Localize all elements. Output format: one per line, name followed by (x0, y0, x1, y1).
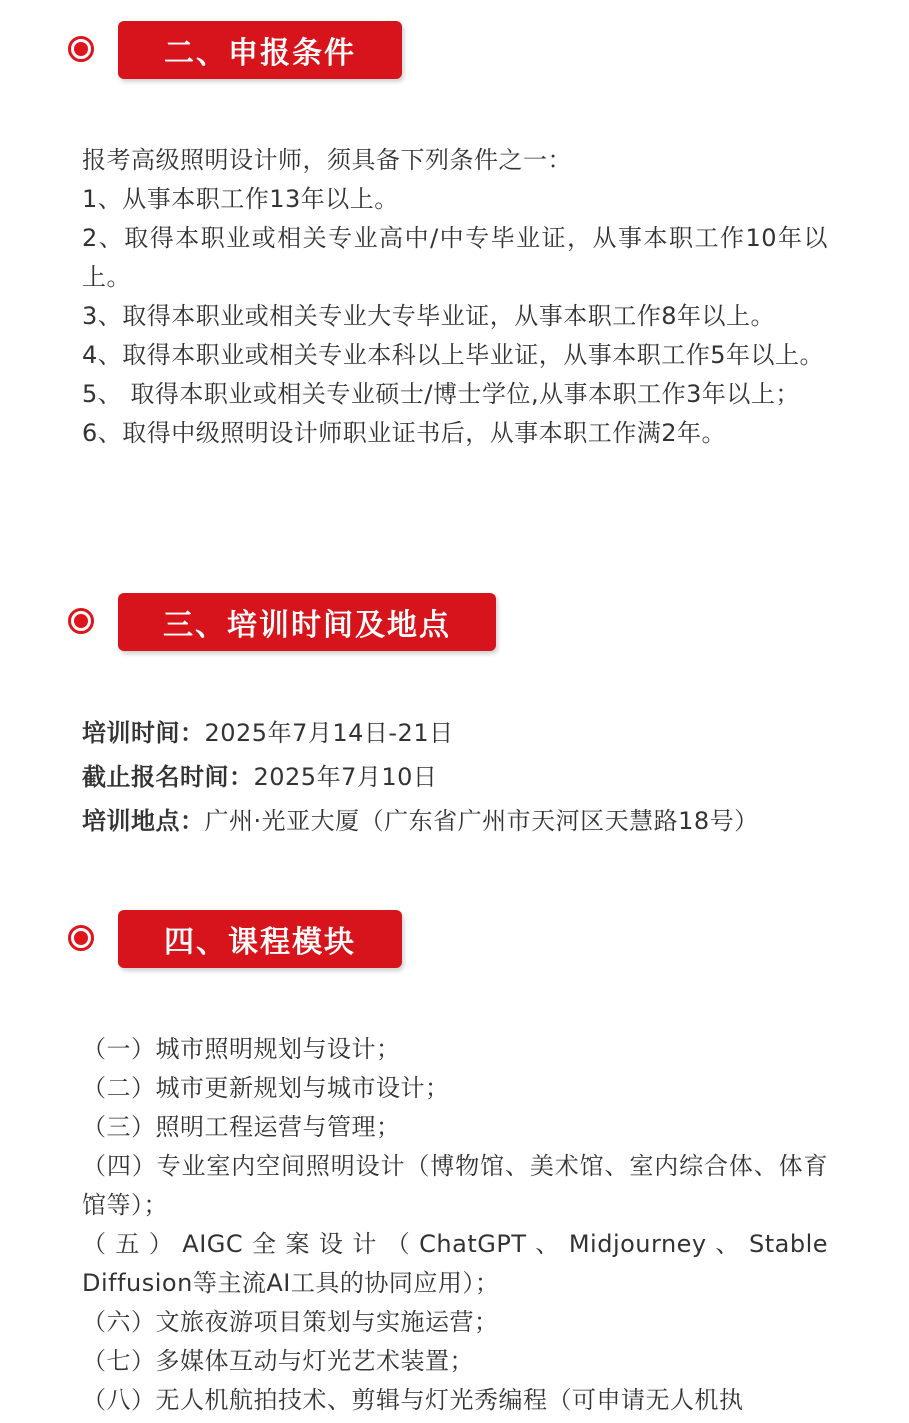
list-item: （五）AIGC全案设计（ChatGPT、Midjourney、Stable Diffusion等主流AI工具的协同应用）； (82, 1230, 828, 1297)
deadline-row (82, 755, 828, 799)
info-label: 截止报名时间： (82, 763, 254, 791)
section-title: 四、课程模块 (118, 910, 402, 968)
target-bullet-icon (68, 36, 94, 62)
info-value: 广州·光亚大厦（广东省广州市天河区天慧路18号） (204, 807, 759, 835)
list-item: 4、取得本职业或相关专业本科以上毕业证，从事本职工作5年以上。 (82, 341, 825, 369)
requirements-list (82, 141, 828, 453)
list-item: （一）城市照明规划与设计； (82, 1035, 401, 1063)
section-title: 三、培训时间及地点 (118, 593, 496, 651)
list-item: （二）城市更新规划与城市设计； (82, 1074, 450, 1102)
list-item: 2、取得本职业或相关专业高中/中专毕业证，从事本职工作10年以上。 (82, 224, 828, 291)
requirements-intro: 报考高级照明设计师，须具备下列条件之一： (82, 146, 572, 174)
section-header-course-modules (0, 910, 909, 972)
location-row (82, 799, 828, 843)
list-item: 3、取得本职业或相关专业大专毕业证，从事本职工作8年以上。 (82, 302, 776, 330)
list-item: （七）多媒体互动与灯光艺术装置； (82, 1347, 474, 1375)
training-info (82, 711, 828, 843)
section-header-time-location (0, 593, 909, 655)
info-label: 培训地点： (82, 807, 205, 835)
section-header-requirements (0, 21, 909, 83)
target-bullet-icon (68, 608, 94, 634)
list-item: （八）无人机航拍技术、剪辑与灯光秀编程（可申请无人机执 (82, 1386, 744, 1414)
list-item: （四）专业室内空间照明设计（博物馆、美术馆、室内综合体、体育馆等）； (82, 1152, 828, 1219)
section-title: 二、申报条件 (118, 21, 402, 79)
info-value: 2025年7月14日-21日 (204, 719, 454, 747)
info-value: 2025年7月10日 (253, 763, 438, 791)
course-module-list (82, 1030, 828, 1420)
info-label: 培训时间： (82, 719, 205, 747)
target-bullet-icon (68, 925, 94, 951)
list-item: 1、从事本职工作13年以上。 (82, 185, 399, 213)
training-time-row (82, 711, 828, 755)
list-item: （六）文旅夜游项目策划与实施运营； (82, 1308, 499, 1336)
list-item: 5、 取得本职业或相关专业硕士/博士学位,从事本职工作3年以上； (82, 380, 800, 408)
list-item: （三）照明工程运营与管理； (82, 1113, 401, 1141)
list-item: 6、取得中级照明设计师职业证书后，从事本职工作满2年。 (82, 419, 727, 447)
